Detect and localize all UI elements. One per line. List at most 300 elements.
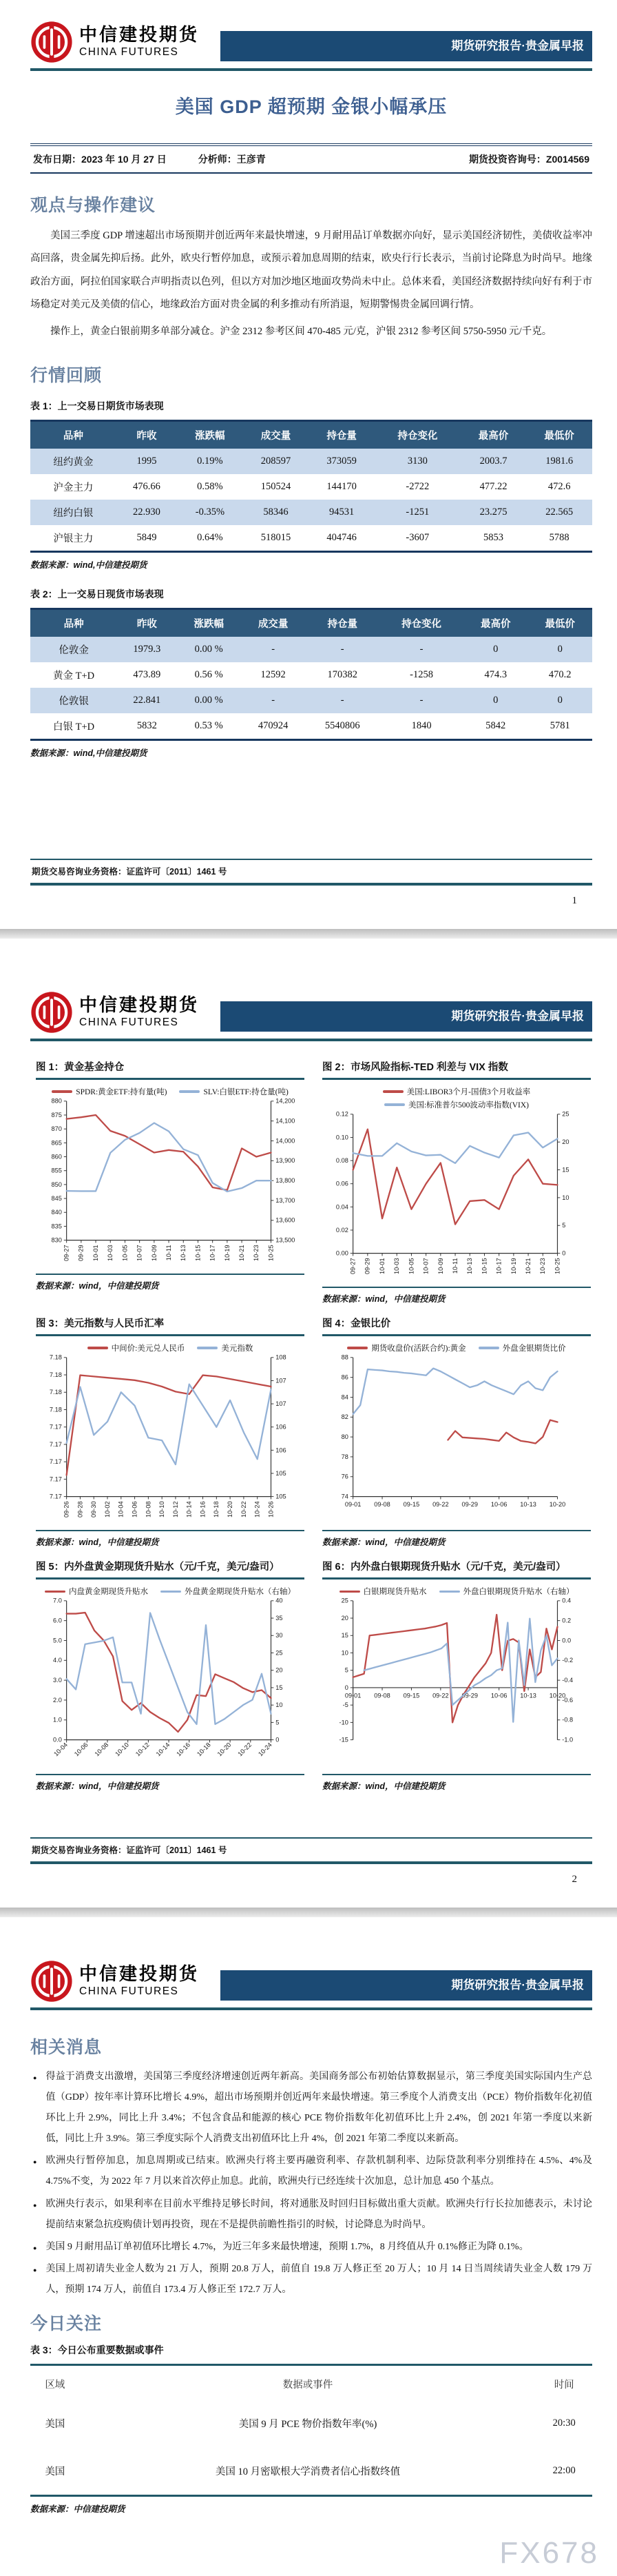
table-cell: 0 — [493, 694, 499, 706]
section-viewpoint: 观点与操作建议 — [30, 196, 156, 215]
svg-text:09-08: 09-08 — [374, 1501, 390, 1509]
svg-text:6.0: 6.0 — [53, 1617, 62, 1624]
table-cell: - — [340, 694, 344, 706]
column-header: 持仓变化 — [375, 420, 461, 449]
svg-text:86: 86 — [341, 1373, 348, 1381]
citic-logo — [30, 1960, 199, 2003]
table-cell: 20:30 — [552, 2417, 576, 2429]
svg-text:10-05: 10-05 — [121, 1245, 129, 1261]
table-cell: 5832 — [136, 719, 157, 731]
svg-text:7.17: 7.17 — [49, 1458, 62, 1466]
citic-logo-icon — [30, 1960, 73, 2003]
table-cell: -2722 — [406, 480, 430, 492]
legend-swatch-icon — [347, 1347, 368, 1349]
table-row — [30, 688, 592, 713]
legend-label: 白银期现货升贴水 — [363, 1588, 427, 1597]
table-cell: 5853 — [483, 531, 504, 543]
svg-text:-0.6: -0.6 — [562, 1697, 574, 1704]
license-text: 期货交易咨询业务资格：证监许可〔2011〕1461 号 — [30, 859, 592, 886]
table-cell: -0.35% — [195, 506, 225, 518]
legend-swatch-icon — [179, 1090, 200, 1093]
svg-text:09-26: 09-26 — [63, 1501, 70, 1518]
svg-text:10-23: 10-23 — [539, 1258, 547, 1274]
legend-swatch-icon — [160, 1591, 181, 1593]
svg-text:10-21: 10-21 — [238, 1245, 245, 1261]
viewpoint-paragraph: 操作上，黄金白银前期多单部分减仓。沪金 2312 参考区间 470-485 元/克，沪银 2312 参考区间 5750-5950 元/千克。 — [50, 326, 552, 338]
news-text: 美国上周初请失业金人数为 21 万人，预期 20.8 万人，前值自 19.8 万人修正至 20 万人；10 月 14 日当周续请失业金人数 179 万人，预期 174 万人，前值自 173.4 万人修正至 172.7 万人。 — [45, 2263, 592, 2295]
column-header: 涨跌幅 — [177, 420, 243, 449]
table-cell: 2003.7 — [479, 455, 508, 467]
table1-source: 数据来源：wind,中信建投期货 — [30, 560, 147, 570]
chart-caption: 图 4：金银比价 — [322, 1318, 391, 1330]
svg-text:25: 25 — [562, 1110, 569, 1118]
logo-name-cn: 中信建投期货 — [79, 1963, 200, 1985]
legend-label: SPDR:黄金ETF:持有量(吨) — [76, 1088, 167, 1096]
legend-item — [339, 1586, 427, 1597]
legend-swatch-icon — [45, 1591, 65, 1593]
chart-source: 数据来源：wind，中信建投期货 — [322, 1781, 446, 1791]
svg-text:20: 20 — [562, 1138, 569, 1146]
table-cell: 0.56 % — [194, 668, 223, 680]
svg-text:7.17: 7.17 — [49, 1441, 62, 1449]
news-text: 得益于消费支出激增，美国第三季度经济增速创近两年新高。美国商务部公布初始估算数据显示，第三季度美国实际国内生产总值（GDP）按年率计算环比增长 4.9%，超出市场预期并创近两年来最快增速。第三季度个人消费支出（PCE）物价指数年化初值环比上升 2.9%，同比上升 3.4%；不包含食品和能源的核心 PCE 物价指数年化初值环比上升 2.4%，创 2021 年第一季度以来新低，同比上升 3.9%。第三季度实际个人消费支出初值环比上升 4%，创 2021 年第二季度以来新高。 — [45, 2072, 592, 2145]
svg-text:107: 107 — [275, 1400, 286, 1408]
table-cell: 470924 — [258, 719, 289, 731]
table-row — [30, 662, 592, 688]
chart-rule — [322, 1774, 591, 1775]
svg-text:10-06: 10-06 — [131, 1501, 138, 1518]
svg-text:10-25: 10-25 — [554, 1258, 561, 1274]
viewpoint-paragraph: 美国三季度 GDP 增速超出市场预期并创近两年来最快增速，9 月耐用品订单数据亦向好，显示美国经济韧性，美债收益率冲高回落，贵金属先抑后扬。此外，欧央行暂停加息，或预示着加息周期的结束，欧央行行长表示，当前讨论降息为时尚早。地缘政治方面，阿拉伯国家联合声明指责以色列，但以方对加沙地区地面攻势尚未中止。总体来看，美国经济数据持续向好有利于市场稳定对美元及美债的信心，地缘政治方面对贵金属的利多推动有所消退，短期警惕贵金属回调行情。 — [30, 230, 592, 311]
chart-plot — [36, 1597, 304, 1772]
svg-text:10-16: 10-16 — [175, 1741, 192, 1758]
svg-text:10-22: 10-22 — [240, 1501, 247, 1518]
table-cell: 沪银主力 — [53, 533, 94, 544]
news-item — [30, 2151, 592, 2192]
svg-text:5: 5 — [275, 1719, 280, 1726]
svg-text:10-22: 10-22 — [236, 1741, 253, 1758]
column-header: 最低价 — [526, 420, 592, 449]
svg-text:-0.2: -0.2 — [562, 1657, 574, 1664]
table-row — [30, 525, 592, 552]
legend-label: SLV:白银ETF:持仓量(吨) — [203, 1088, 289, 1096]
report-header — [30, 939, 592, 1041]
chart-legend — [36, 1086, 304, 1097]
bullet-icon: ● — [33, 2074, 37, 2081]
svg-text:10-03: 10-03 — [107, 1245, 114, 1261]
svg-text:10: 10 — [341, 1649, 348, 1657]
table-cell: 472.6 — [547, 480, 571, 492]
svg-text:25: 25 — [275, 1649, 283, 1657]
svg-text:5: 5 — [562, 1222, 566, 1229]
svg-text:20: 20 — [275, 1666, 283, 1674]
svg-text:13,700: 13,700 — [275, 1196, 295, 1204]
svg-text:850: 850 — [51, 1180, 62, 1188]
svg-text:09-27: 09-27 — [63, 1245, 70, 1261]
chart-rule — [36, 1774, 304, 1775]
bullet-icon: ● — [33, 2201, 37, 2209]
table-cell: -1251 — [406, 506, 430, 518]
svg-text:0.12: 0.12 — [335, 1110, 348, 1118]
chart-source: 数据来源：wind，中信建投期货 — [36, 1781, 159, 1791]
table-cell: 1995 — [136, 455, 157, 467]
news-text: 欧洲央行暂停加息，加息周期或已结束。欧洲央行将主要再融资利率、存款机制利率、边际贷款利率分别维持在 4.5%、4%及 4.75%不变，为 2022 年 7 月以来首次停止加息。此前，欧洲央行已经连续十次加息，总计加息 450 个基点。 — [45, 2156, 592, 2187]
chart-rule — [322, 1287, 591, 1288]
svg-text:09-30: 09-30 — [90, 1501, 98, 1518]
table-header-row — [30, 420, 592, 449]
svg-text:3.0: 3.0 — [53, 1677, 62, 1684]
news-item — [30, 2194, 592, 2236]
legend-label: 外盘白银期现货升贴水（右轴） — [463, 1588, 574, 1597]
table-cell: 0.19% — [197, 455, 223, 467]
logo-name-cn: 中信建投期货 — [79, 994, 200, 1016]
license-text: 期货交易咨询业务资格：证监许可〔2011〕1461 号 — [30, 1837, 592, 1864]
svg-text:35: 35 — [275, 1615, 283, 1622]
column-header: 最高价 — [461, 420, 527, 449]
table-cell: 1979.3 — [133, 643, 161, 655]
svg-text:7.17: 7.17 — [49, 1475, 62, 1483]
table-cell: 白银 T+D — [53, 721, 95, 733]
legend-item — [439, 1586, 574, 1597]
bullet-icon: ● — [33, 2158, 37, 2166]
svg-text:76: 76 — [341, 1473, 348, 1480]
svg-text:10: 10 — [275, 1701, 283, 1709]
svg-text:10-09: 10-09 — [150, 1245, 158, 1261]
svg-text:7.17: 7.17 — [49, 1493, 62, 1500]
table-cell: - — [271, 643, 275, 655]
table-cell: 黄金 T+D — [53, 670, 95, 682]
svg-text:105: 105 — [275, 1470, 286, 1478]
svg-text:880: 880 — [51, 1097, 62, 1105]
chart-block — [322, 1059, 591, 1305]
chart-rule — [36, 1078, 304, 1080]
svg-text:09-29: 09-29 — [461, 1501, 479, 1509]
legend-swatch-icon — [339, 1591, 360, 1593]
svg-text:14,100: 14,100 — [275, 1117, 295, 1125]
chart-caption: 图 6：内外盘白银期现货升贴水（元/千克，美元/盎司） — [322, 1562, 566, 1573]
legend-swatch-icon — [479, 1347, 499, 1349]
table-cell: 12592 — [260, 668, 286, 680]
chart-caption: 图 3：美元指数与人民币汇率 — [36, 1318, 165, 1330]
table-cell: 0.00 % — [194, 643, 223, 655]
today-events-table — [30, 2364, 592, 2497]
svg-text:830: 830 — [51, 1236, 62, 1244]
chart-rule — [36, 1274, 304, 1275]
chart-rule — [36, 1577, 304, 1580]
citic-logo-icon — [30, 21, 73, 63]
legend-label: 内盘黄金期现货升贴水 — [69, 1588, 148, 1597]
svg-text:10-20: 10-20 — [549, 1501, 566, 1509]
chart-source: 数据来源：wind，中信建投期货 — [36, 1537, 159, 1548]
svg-text:10-05: 10-05 — [408, 1258, 415, 1274]
svg-text:30: 30 — [275, 1632, 283, 1639]
svg-text:0.00: 0.00 — [335, 1249, 348, 1257]
column-header: 持仓变化 — [379, 609, 463, 637]
svg-text:0: 0 — [344, 1684, 348, 1692]
svg-text:835: 835 — [51, 1223, 62, 1230]
page-separator — [0, 1908, 617, 1917]
charts-grid — [30, 1059, 592, 1792]
legend-label: 外盘黄金期现货升贴水（右轴） — [185, 1588, 295, 1597]
svg-text:10-17: 10-17 — [209, 1245, 216, 1261]
news-text: 美国 9 月耐用品订单初值环比增长 4.7%，为近三年多来最快增速，预期 1.7%，8 月终值从升 0.1%修正为降 0.1%。 — [45, 2241, 529, 2252]
table-cell: -1258 — [410, 668, 433, 680]
section-market-review: 行情回顾 — [30, 365, 103, 385]
svg-text:108: 108 — [275, 1353, 286, 1361]
svg-text:105: 105 — [275, 1493, 286, 1500]
legend-label: 期货收盘价(活跃合约):黄金 — [371, 1345, 466, 1353]
legend-swatch-icon — [384, 1103, 405, 1106]
svg-text:09-28: 09-28 — [76, 1501, 84, 1518]
svg-text:4.0: 4.0 — [53, 1657, 62, 1664]
svg-text:10-13: 10-13 — [466, 1258, 474, 1274]
svg-text:7.18: 7.18 — [49, 1406, 62, 1413]
table-cell: 3130 — [407, 455, 428, 467]
table-cell: 美国 — [45, 2419, 65, 2431]
chart-plot — [36, 1097, 304, 1272]
news-item — [30, 2237, 592, 2258]
svg-text:106: 106 — [275, 1423, 286, 1431]
advisor-number: 期货投资咨询号：Z0014569 — [468, 154, 589, 165]
table-row — [30, 500, 592, 525]
svg-text:10-06: 10-06 — [490, 1501, 508, 1509]
svg-text:0.04: 0.04 — [335, 1203, 348, 1211]
table-cell: 0.53 % — [194, 719, 223, 731]
svg-text:875: 875 — [51, 1111, 62, 1118]
logo-name-cn: 中信建投期货 — [79, 24, 200, 45]
svg-text:10-24: 10-24 — [253, 1501, 261, 1518]
table-cell: 0 — [557, 694, 563, 706]
table-header-row — [30, 609, 592, 637]
column-header: 区域 — [45, 2380, 65, 2391]
column-header: 昨收 — [116, 420, 177, 449]
table-cell: 纽约黄金 — [53, 456, 94, 468]
svg-text:09-15: 09-15 — [403, 1501, 420, 1509]
svg-text:10-15: 10-15 — [194, 1245, 202, 1261]
svg-text:0.08: 0.08 — [335, 1156, 348, 1164]
table-cell: 5849 — [136, 531, 157, 543]
logo-text — [79, 1965, 199, 1997]
header-rule — [30, 2007, 592, 2010]
section-today-focus: 今日关注 — [30, 2314, 103, 2334]
svg-text:10-09: 10-09 — [437, 1258, 444, 1274]
svg-text:0.02: 0.02 — [335, 1226, 348, 1234]
svg-text:106: 106 — [275, 1447, 286, 1454]
table-row — [30, 474, 592, 500]
svg-text:15: 15 — [562, 1166, 569, 1174]
svg-text:5: 5 — [344, 1666, 348, 1674]
svg-text:0: 0 — [562, 1249, 566, 1257]
chart-legend — [322, 1586, 591, 1597]
svg-text:10-03: 10-03 — [393, 1258, 401, 1274]
svg-text:10-11: 10-11 — [451, 1258, 459, 1274]
svg-text:0.10: 0.10 — [335, 1134, 348, 1141]
chart-legend — [36, 1586, 304, 1597]
svg-text:0.06: 0.06 — [335, 1180, 348, 1187]
svg-text:14,000: 14,000 — [275, 1137, 295, 1145]
svg-text:0.2: 0.2 — [562, 1617, 572, 1624]
svg-text:14,200: 14,200 — [275, 1097, 295, 1105]
table-row — [30, 637, 592, 662]
legend-item — [384, 1099, 529, 1110]
legend-item — [160, 1586, 295, 1597]
news-item — [30, 2259, 592, 2300]
logo-text — [79, 996, 199, 1028]
table-cell: - — [419, 643, 423, 655]
svg-text:10-20: 10-20 — [549, 1692, 566, 1699]
table-cell: 5842 — [485, 719, 506, 731]
table1-caption: 表 1：上一交易日期货市场表现 — [30, 400, 164, 411]
legend-item — [179, 1086, 288, 1097]
svg-text:10-17: 10-17 — [495, 1258, 503, 1274]
report-header — [30, 0, 592, 71]
svg-text:10-07: 10-07 — [136, 1245, 143, 1261]
page-3 — [0, 1917, 617, 2576]
column-header: 持仓量 — [305, 609, 379, 637]
table-cell: 0.64% — [197, 531, 223, 543]
chart-block — [36, 1559, 304, 1791]
chart-rule — [322, 1530, 591, 1531]
chart-plot — [322, 1597, 591, 1772]
table-cell: 美国 9 月 PCE 物价指数年率(%) — [238, 2419, 377, 2431]
table-cell: 5788 — [549, 531, 569, 543]
table-header-row — [30, 2365, 592, 2400]
svg-text:10: 10 — [562, 1194, 569, 1201]
publish-date: 发布日期：2023 年 10 月 27 日 — [33, 154, 167, 165]
legend-swatch-icon — [87, 1347, 108, 1349]
svg-text:10-23: 10-23 — [253, 1245, 260, 1261]
table2-caption: 表 2：上一交易日现货市场表现 — [30, 588, 164, 600]
table-cell: 22.841 — [133, 694, 161, 706]
table-cell: 473.89 — [133, 668, 161, 680]
chart-source: 数据来源：wind，中信建投期货 — [322, 1294, 446, 1305]
table-row — [30, 713, 592, 740]
legend-item — [479, 1342, 566, 1353]
table-cell: 474.3 — [484, 668, 508, 680]
svg-text:40: 40 — [275, 1597, 283, 1605]
chart-rule — [322, 1078, 591, 1080]
table-cell: -3607 — [406, 531, 430, 543]
legend-item — [197, 1342, 253, 1353]
svg-text:15: 15 — [275, 1684, 283, 1692]
svg-text:10-11: 10-11 — [165, 1245, 172, 1261]
svg-text:0.4: 0.4 — [562, 1597, 572, 1605]
table-cell: 23.275 — [479, 506, 508, 518]
svg-text:09-29: 09-29 — [461, 1692, 479, 1699]
legend-item — [347, 1342, 466, 1353]
logo-name-en: CHINA FUTURES — [79, 1985, 179, 1997]
chart-rule — [322, 1577, 591, 1580]
column-header: 涨跌幅 — [177, 609, 241, 637]
svg-text:10-15: 10-15 — [481, 1258, 488, 1274]
legend-label: 外盘金银期货比价 — [502, 1345, 566, 1353]
svg-text:10-01: 10-01 — [92, 1245, 99, 1261]
svg-text:10-12: 10-12 — [171, 1501, 179, 1518]
table-cell: 1981.6 — [545, 455, 574, 467]
citic-logo — [30, 991, 199, 1034]
svg-text:10-10: 10-10 — [114, 1741, 131, 1758]
section-news: 相关消息 — [30, 2038, 103, 2057]
chart-rule — [322, 1334, 591, 1336]
table-cell: 1840 — [411, 719, 432, 731]
column-header: 成交量 — [241, 609, 305, 637]
chart-caption: 图 1：黄金基金持仓 — [36, 1062, 125, 1073]
header-rule — [30, 68, 592, 71]
chart-caption: 图 2：市场风险指标-TED 利差与 VIX 指数 — [322, 1062, 508, 1073]
svg-text:2.0: 2.0 — [53, 1697, 62, 1704]
column-header: 时间 — [554, 2380, 574, 2391]
table-cell: 0.58% — [197, 480, 223, 492]
svg-text:09-01: 09-01 — [344, 1501, 362, 1509]
column-header: 最低价 — [527, 609, 592, 637]
svg-text:10-04: 10-04 — [52, 1741, 69, 1758]
report-meta — [30, 143, 592, 174]
svg-text:09-27: 09-27 — [349, 1258, 357, 1274]
table-cell: 373059 — [326, 455, 357, 467]
citic-logo-icon — [30, 991, 73, 1034]
svg-text:7.18: 7.18 — [49, 1389, 62, 1396]
legend-swatch-icon — [439, 1591, 460, 1593]
table-cell: 404746 — [326, 531, 357, 543]
table-cell: 伦敦银 — [59, 695, 89, 707]
svg-text:10-08: 10-08 — [93, 1741, 110, 1758]
svg-text:10-25: 10-25 — [267, 1245, 275, 1261]
column-header: 昨收 — [117, 609, 176, 637]
column-header: 品种 — [30, 420, 116, 449]
svg-text:10-13: 10-13 — [520, 1501, 536, 1509]
legend-label: 美国:标准普尔500波动率指数(VIX) — [408, 1101, 530, 1110]
chart-legend — [36, 1342, 304, 1353]
svg-text:82: 82 — [341, 1413, 348, 1421]
svg-text:09-08: 09-08 — [374, 1692, 390, 1699]
svg-text:09-22: 09-22 — [432, 1692, 449, 1699]
page-separator — [0, 929, 617, 939]
svg-text:10-13: 10-13 — [180, 1245, 187, 1261]
logo-text — [79, 25, 199, 58]
table-cell: 0 — [557, 643, 563, 655]
futures-market-table — [30, 420, 592, 553]
table-cell: 470.2 — [548, 668, 572, 680]
svg-text:-5: -5 — [342, 1701, 348, 1709]
news-list — [30, 2067, 592, 2300]
table-cell: 沪金主力 — [53, 482, 94, 493]
svg-text:10-12: 10-12 — [134, 1741, 151, 1758]
table-cell: - — [419, 694, 423, 706]
page-number: 2 — [572, 1874, 577, 1885]
legend-swatch-icon — [52, 1090, 72, 1093]
svg-text:10-20: 10-20 — [227, 1501, 234, 1518]
page-footer — [30, 859, 592, 907]
svg-text:7.17: 7.17 — [49, 1423, 62, 1431]
legend-label: 美国:LIBOR3个月-国债3个月收益率 — [406, 1088, 531, 1096]
table-cell: 0.00 % — [194, 694, 223, 706]
watermark: FX678 — [499, 2536, 599, 2570]
svg-text:09-29: 09-29 — [364, 1258, 371, 1274]
table-cell: - — [340, 643, 344, 655]
svg-text:88: 88 — [341, 1353, 348, 1361]
svg-text:845: 845 — [51, 1194, 62, 1202]
table-cell: 22.565 — [545, 506, 574, 518]
table-cell: 美国 10 月密歇根大学消费者信心指数终值 — [215, 2466, 401, 2478]
table-cell: 94531 — [329, 506, 355, 518]
svg-text:10-20: 10-20 — [216, 1741, 233, 1758]
header-rule — [30, 1039, 592, 1041]
table-cell: 170382 — [327, 668, 357, 680]
svg-text:10-10: 10-10 — [158, 1501, 166, 1518]
svg-text:84: 84 — [341, 1393, 348, 1401]
news-text: 欧洲央行表示，如果利率在目前水平维持足够长时间，将对通胀及时回归目标做出重大贡献。欧洲央行行长拉加德表示，未讨论提前结束紧急抗疫购债计划再投资，现在不是提供前瞻性指引的时候，讨论降息为时尚早。 — [45, 2198, 592, 2230]
bullet-icon: ● — [33, 2266, 37, 2273]
